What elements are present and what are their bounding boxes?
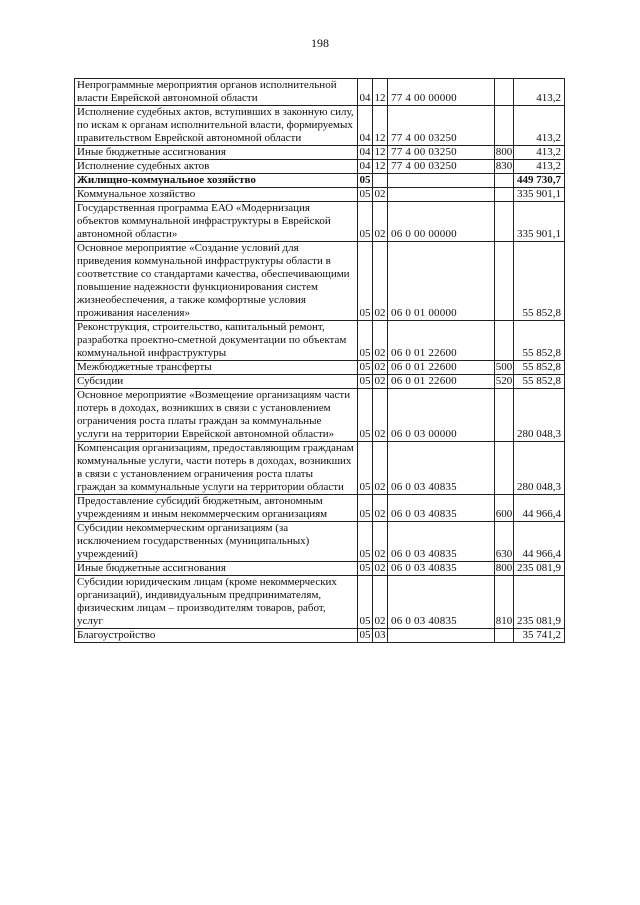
row-section-code: 05 — [358, 576, 373, 629]
row-expense-type-code: 520 — [495, 375, 513, 387]
table-row — [75, 242, 565, 321]
table-row — [75, 495, 565, 522]
row-name: Основное мероприятие «Возмещение организациям части потерь в доходах, возникших в связи с установлением ограничения роста платы граждан за коммунальные услуги на территории Еврейской автономной области» — [75, 389, 358, 442]
row-target-article-code: 06 0 01 22600 — [388, 361, 495, 375]
row-subsection-code: 02 — [373, 442, 388, 495]
row-name: Межбюджетные трансферты — [75, 361, 358, 375]
row-amount: 44 966,4 — [514, 522, 565, 562]
page-number: 198 — [311, 36, 329, 50]
row-subsection-code: 02 — [373, 522, 388, 562]
row-target-article-code: 06 0 01 22600 — [388, 375, 495, 389]
row-amount: 413,2 — [514, 160, 565, 174]
row-name: Иные бюджетные ассигнования — [75, 146, 358, 160]
row-target-article-code: 06 0 03 40835 — [388, 442, 495, 495]
table-row — [75, 522, 565, 562]
row-target-article-code: 77 4 00 03250 — [388, 106, 495, 146]
row-expense-type-code: 500 — [495, 361, 513, 373]
table-row — [75, 146, 565, 160]
row-expense-type-code — [495, 174, 514, 188]
row-subsection-code: 12 — [374, 160, 386, 172]
row-expense-type-code — [495, 442, 514, 495]
row-amount: 55 852,8 — [514, 321, 565, 361]
row-amount: 55 852,8 — [514, 375, 565, 389]
row-section-code: 04 — [359, 146, 371, 158]
row-target-article-code: 06 0 03 40835 — [388, 562, 495, 576]
row-target-article-code — [388, 188, 495, 202]
row-expense-type-code: 600 — [495, 495, 514, 522]
row-subsection-code: 12 — [374, 146, 386, 158]
row-amount: 335 901,1 — [514, 188, 565, 202]
row-section-code: 04 — [358, 106, 373, 146]
row-expense-type-code: 630 — [495, 522, 514, 562]
row-amount: 44 966,4 — [514, 495, 565, 522]
row-subsection-code: 03 — [374, 629, 386, 641]
row-name: Коммунальное хозяйство — [75, 188, 358, 202]
row-expense-type-code — [495, 629, 514, 643]
table-row — [75, 375, 565, 389]
row-target-article-code: 77 4 00 03250 — [388, 146, 495, 160]
row-name: Субсидии — [75, 375, 358, 389]
row-name: Предоставление субсидий бюджетным, автономным учреждениям и иным некоммерческим организациям — [75, 495, 358, 522]
row-expense-type-code: 800 — [495, 562, 513, 574]
row-target-article-code — [388, 174, 495, 188]
row-subsection-code: 02 — [374, 361, 386, 373]
row-target-article-code: 06 0 03 40835 — [388, 495, 495, 522]
row-section-code: 05 — [358, 522, 373, 562]
row-amount: 413,2 — [514, 79, 565, 106]
row-name: Основное мероприятие «Создание условий для приведения коммунальной инфраструктуры области в соответствие со стандартами качества, обеспечивающими повышение надежности функционирования систем жизнеобеспечения, а также комфортные условия проживания населения» — [75, 242, 358, 321]
table-row — [75, 160, 565, 174]
row-subsection-code: 02 — [373, 495, 388, 522]
row-subsection-code: 02 — [374, 188, 386, 200]
table-row — [75, 361, 565, 375]
row-section-code: 05 — [358, 442, 373, 495]
row-expense-type-code — [495, 389, 514, 442]
row-amount: 413,2 — [514, 146, 565, 160]
row-amount: 335 901,1 — [514, 202, 565, 242]
row-amount: 35 741,2 — [514, 629, 565, 643]
row-target-article-code: 06 0 03 40835 — [388, 576, 495, 629]
row-name: Жилищно-коммунальное хозяйство — [75, 174, 358, 188]
row-amount: 235 081,9 — [514, 562, 565, 576]
row-amount: 449 730,7 — [514, 174, 565, 188]
row-section-code: 05 — [359, 174, 371, 186]
row-name: Исполнение судебных актов — [75, 160, 358, 174]
table-row — [75, 576, 565, 629]
row-name: Благоустройство — [75, 629, 358, 643]
table-row — [75, 174, 565, 188]
row-section-code: 05 — [358, 202, 373, 242]
row-name: Реконструкция, строительство, капитальный ремонт, разработка проектно-сметной документации по объектам коммунальной инфраструктуры — [75, 321, 358, 361]
row-name: Непрограммные мероприятия органов исполнительной власти Еврейской автономной области — [75, 79, 358, 106]
row-name: Исполнение судебных актов, вступивших в законную силу, по искам к органам исполнительной власти, формируемых правительством Еврейской автономной области — [75, 106, 358, 146]
row-section-code: 05 — [359, 361, 371, 373]
row-amount: 235 081,9 — [514, 576, 565, 629]
row-section-code: 05 — [358, 389, 373, 442]
row-subsection-code: 12 — [373, 106, 388, 146]
row-target-article-code: 06 0 03 40835 — [388, 522, 495, 562]
row-section-code: 05 — [358, 321, 373, 361]
row-expense-type-code — [495, 202, 514, 242]
row-amount: 55 852,8 — [514, 242, 565, 321]
row-amount: 280 048,3 — [514, 389, 565, 442]
row-section-code: 05 — [359, 562, 371, 574]
table-row — [75, 629, 565, 643]
table-row — [75, 562, 565, 576]
table-row — [75, 188, 565, 202]
row-target-article-code: 06 0 03 00000 — [388, 389, 495, 442]
row-expense-type-code — [495, 79, 514, 106]
row-expense-type-code: 830 — [495, 160, 513, 172]
row-subsection-code: 02 — [374, 562, 386, 574]
row-name: Субсидии некоммерческим организациям (за исключением государственных (муниципальных) учреждений) — [75, 522, 358, 562]
row-subsection-code: 02 — [374, 375, 386, 387]
row-subsection-code — [373, 174, 388, 188]
row-amount: 280 048,3 — [514, 442, 565, 495]
table-row — [75, 79, 565, 106]
row-expense-type-code — [495, 321, 514, 361]
row-target-article-code — [388, 629, 495, 643]
table-row — [75, 106, 565, 146]
row-section-code: 04 — [358, 79, 373, 106]
row-section-code: 05 — [358, 242, 373, 321]
row-name: Компенсация организациям, предоставляющим гражданам коммунальные услуги, части потерь в доходах, возникших в связи с установлением ограничения роста платы граждан за коммунальные услуги на территории области — [75, 442, 358, 495]
row-section-code: 05 — [358, 495, 373, 522]
row-subsection-code: 12 — [373, 79, 388, 106]
row-target-article-code: 06 0 01 00000 — [388, 242, 495, 321]
row-target-article-code: 77 4 00 00000 — [388, 79, 495, 106]
table-row — [75, 202, 565, 242]
row-subsection-code: 02 — [373, 389, 388, 442]
budget-table — [74, 78, 565, 643]
row-amount: 55 852,8 — [514, 361, 565, 375]
row-name: Государственная программа ЕАО «Модернизация объектов коммунальной инфраструктуры в Еврейской автономной области» — [75, 202, 358, 242]
row-section-code: 05 — [359, 629, 371, 641]
row-expense-type-code — [495, 242, 514, 321]
row-subsection-code: 02 — [373, 321, 388, 361]
row-expense-type-code — [495, 188, 514, 202]
row-target-article-code: 06 0 00 00000 — [388, 202, 495, 242]
table-row — [75, 321, 565, 361]
row-subsection-code: 02 — [373, 202, 388, 242]
row-section-code: 05 — [359, 188, 371, 200]
row-subsection-code: 02 — [373, 576, 388, 629]
row-expense-type-code: 810 — [495, 576, 514, 629]
row-expense-type-code: 800 — [495, 146, 513, 158]
row-subsection-code: 02 — [373, 242, 388, 321]
row-amount: 413,2 — [514, 106, 565, 146]
row-target-article-code: 06 0 01 22600 — [388, 321, 495, 361]
row-section-code: 05 — [359, 375, 371, 387]
table-row — [75, 442, 565, 495]
row-name: Субсидии юридическим лицам (кроме некоммерческих организаций), индивидуальным предпринимателям, физическим лицам – производителям товаров, работ, услуг — [75, 576, 358, 629]
row-target-article-code: 77 4 00 03250 — [388, 160, 495, 174]
row-section-code: 04 — [359, 160, 371, 172]
table-row — [75, 389, 565, 442]
row-expense-type-code — [495, 106, 514, 146]
row-name: Иные бюджетные ассигнования — [75, 562, 358, 576]
